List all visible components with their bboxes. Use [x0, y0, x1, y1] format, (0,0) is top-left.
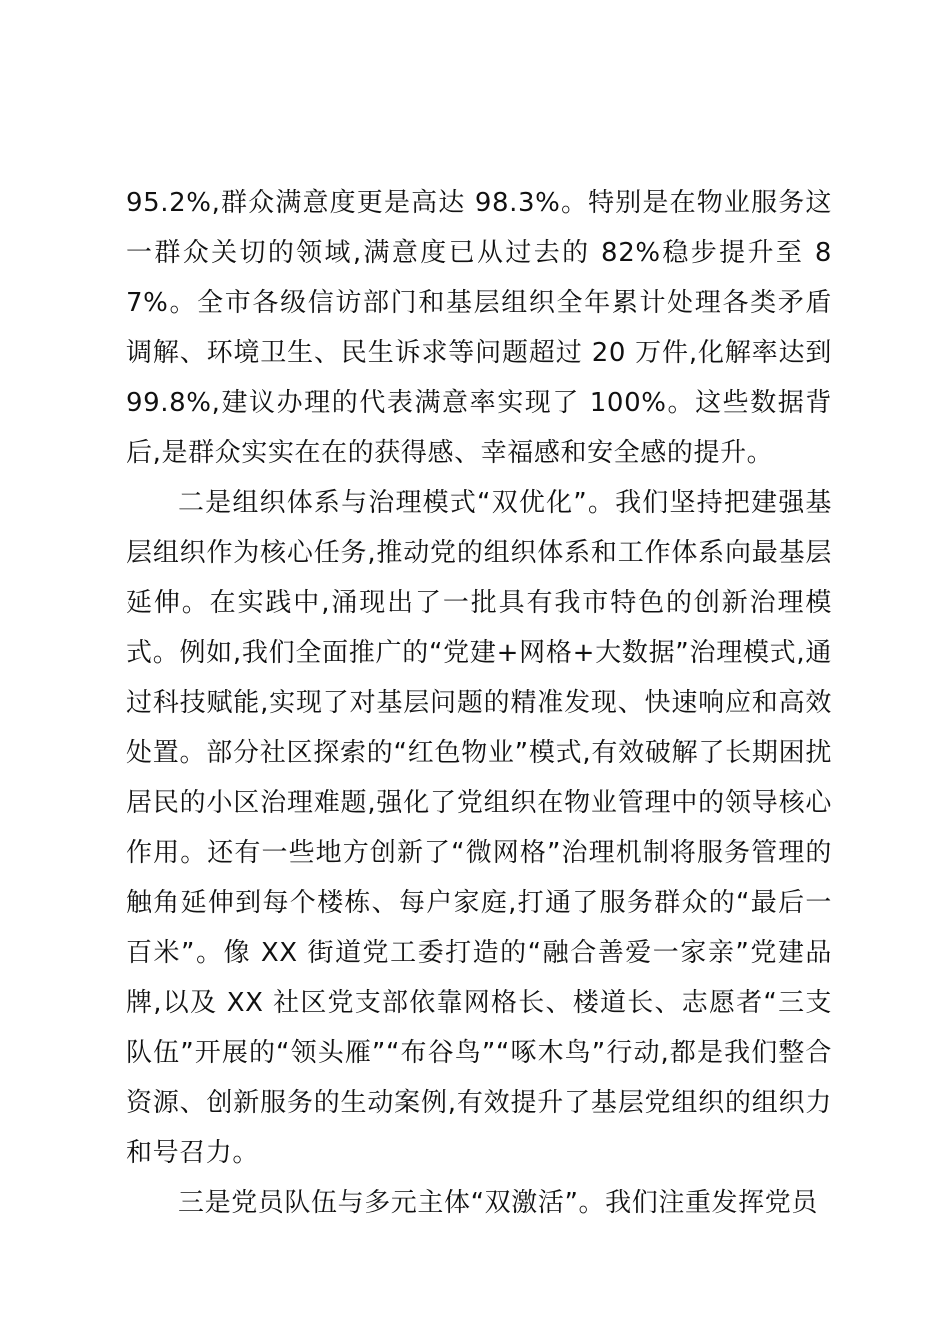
paragraph-party-member-activation: 三是党员队伍与多元主体“双激活”。我们注重发挥党员 — [178, 1188, 818, 1218]
paragraph-organization-optimization: 二是组织体系与治理模式“双优化”。我们坚持把建强基层组织作为核心任务,推动党的组织体系和工作体系向最基层延伸。在实践中,涌现出了一批具有我市特色的创新治理模式。例如,我们全面推广的“党建+网格+大数据”治理模式,通过科技赋能,实现了对基层问题的精准发现、快速响应和高效处置。部分社区探索的“红色物业”模式,有效破解了长期困扰居民的小区治理难题,强化了党组织在物业管理中的领导核心作用。还有一些地方创新了“微网格”治理机制将服务管理的触角延伸到每个楼栋、每户家庭,打通了服务群众的“最后一百米”。像 XX 街道党工委打造的“融合善爱一家亲”党建品牌,以及 XX 社区党支部依靠网格长、楼道长、志愿者“三支队伍”开展的“领头雁”“布谷鸟”“啄木鸟”行动,都是我们整合资源、创新服务的生动案例,有效提升了基层党组织的组织力和号召力。 — [126, 488, 832, 1168]
paragraph-satisfaction-data: 95.2%,群众满意度更是高达 98.3%。特别是在物业服务这一群众关切的领域,满意度已从过去的 82%稳步提升至 87%。全市各级信访部门和基层组织全年累计处理各类矛盾调解、环境卫生、民生诉求等问题超过 20 万件,化解率达到 99.8%,建议办理的代表满意率实现了 100%。这些数据背后,是群众实实在在的获得感、幸福感和安全感的提升。 — [126, 188, 832, 468]
document-body — [126, 178, 832, 1228]
